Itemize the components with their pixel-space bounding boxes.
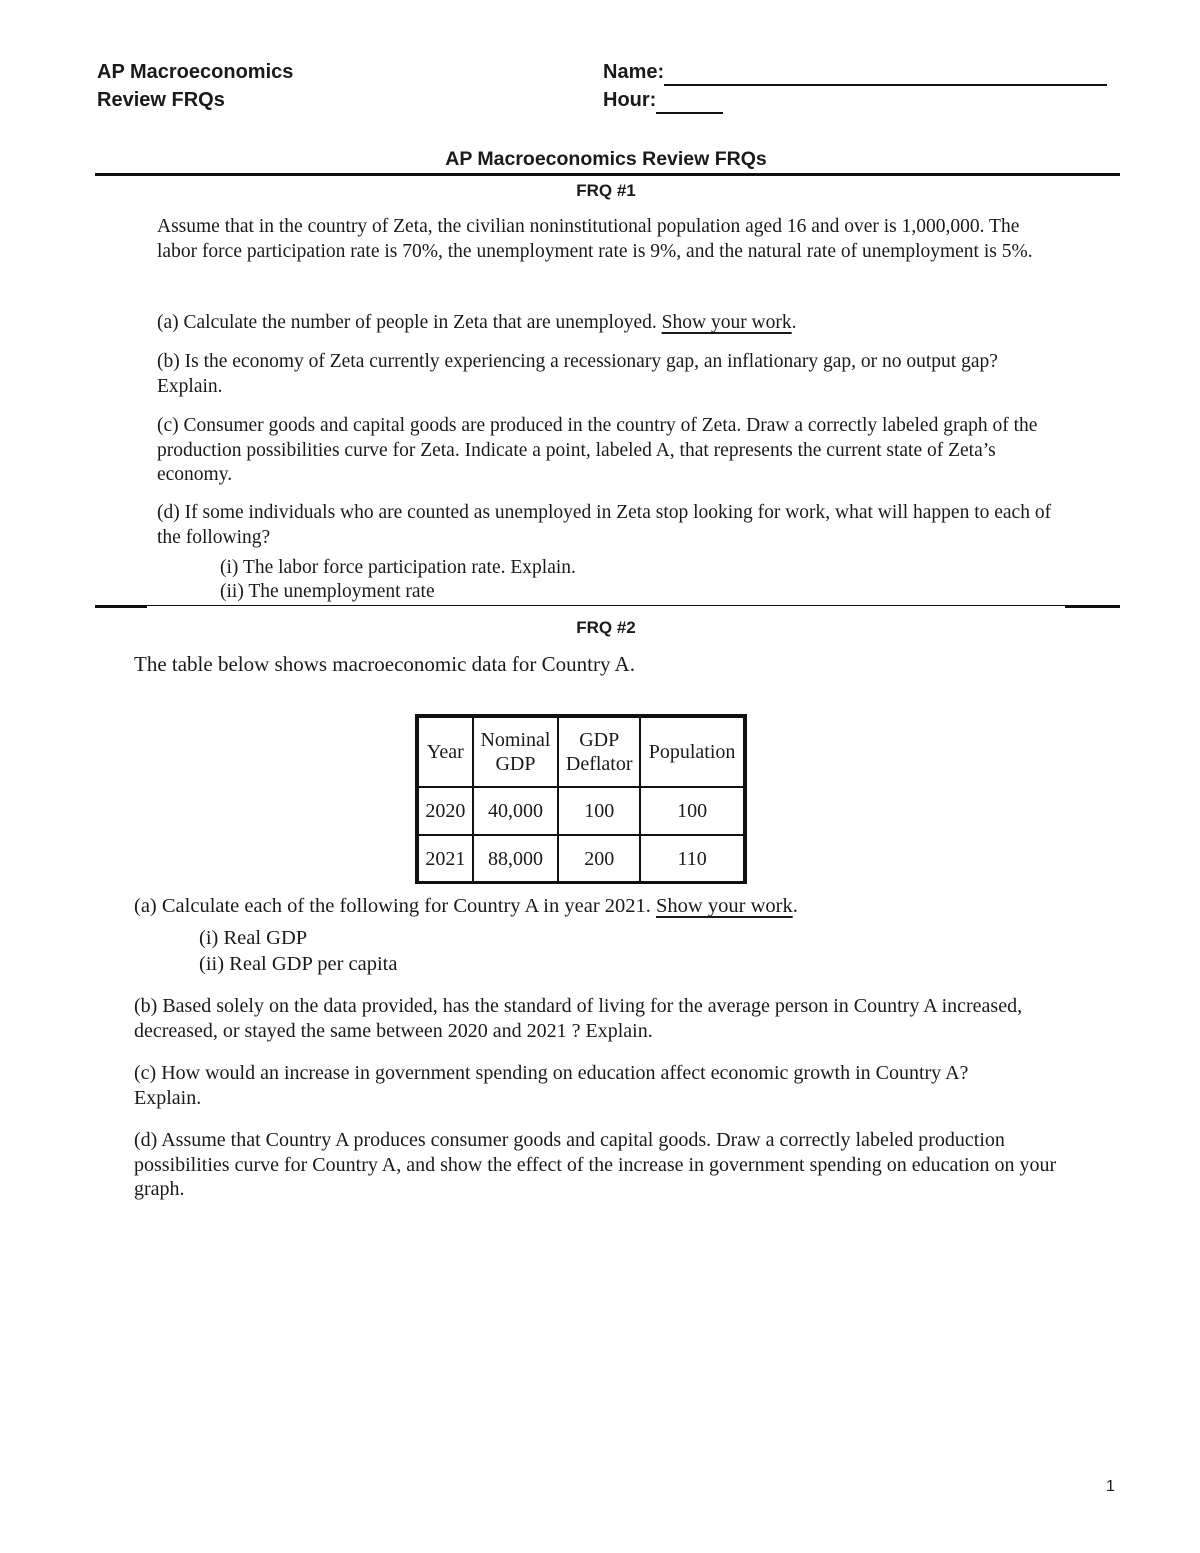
name-blank-line [664,62,1107,86]
page-number: 1 [1106,1478,1115,1495]
table-header-cell: Nominal GDP [473,717,559,787]
frq2-intro: The table below shows macroeconomic data for Country A. [134,652,635,676]
table-header-cell: GDP Deflator [558,717,640,787]
frq1-rule-mid [147,605,1065,606]
table-cell: 200 [558,835,640,883]
course-title: AP Macroeconomics [97,61,294,83]
frq2-part-a: (a) Calculate each of the following for Country A in year 2021. Show your work. [134,895,798,917]
table-cell: 100 [558,787,640,835]
frq2-heading: FRQ #2 [576,618,636,637]
table-header-row [418,717,744,787]
frq1-part-d-ii: (ii) The unemployment rate [220,581,435,602]
frq1-intro: Assume that in the country of Zeta, the civilian noninstitutional population aged 16 and over is 1,000,000. The labor force participation rate is 70%, the unemployment rate is 9%, and the natural rate of unemployment is 5%. [157,216,1033,262]
frq1-rule-right [1065,605,1120,608]
macro-data-table [417,716,745,884]
frq2-part-b: (b) Based solely on the data provided, has the standard of living for the average person in Country A increased, decreased, or stayed the same between 2020 and 2021 ? Explain. [134,995,1023,1042]
frq1-part-a: (a) Calculate the number of people in Zeta that are unemployed. Show your work. [157,312,797,333]
table-cell: 40,000 [473,787,559,835]
table-cell: 110 [640,835,744,883]
frq2-part-a-ii: (ii) Real GDP per capita [199,953,398,975]
table-cell: 2021 [418,835,473,883]
frq2-part-c: (c) How would an increase in government spending on education affect economic growth in Country A? Explain. [134,1062,969,1109]
hour-field [603,86,723,114]
frq1-part-d: (d) If some individuals who are counted as unemployed in Zeta stop looking for work, what will happen to each of the following? [157,502,1052,548]
name-field [603,58,1113,86]
table-header-cell: Population [640,717,744,787]
table-cell: 2020 [418,787,473,835]
frq2-part-a-i: (i) Real GDP [199,927,308,949]
hour-label: Hour: [603,89,657,111]
frq1-show-work: Show your work [661,312,792,333]
table-row [418,787,744,835]
frq1-part-c: (c) Consumer goods and capital goods are produced in the country of Zeta. Draw a correctly labeled graph of the production possibilities curve for Zeta. Indicate a point, labeled A, that represents the current state of Zeta’s economy. [157,415,1038,485]
hour-blank-line [656,90,723,114]
frq1-rule-left [95,605,147,608]
frq1-part-a-text: (a) Calculate the number of people in Zeta that are unemployed. [157,312,657,333]
frq2-part-d: (d) Assume that Country A produces consumer goods and capital goods. Draw a correctly labeled production possibilities curve for Country A, and show the effect of the increase in government spending on education on your graph. [134,1129,1057,1200]
frq2-part-a-text: (a) Calculate each of the following for Country A in year 2021. [134,895,651,917]
title-rule [95,173,1120,176]
frq1-part-d-i: (i) The labor force participation rate. Explain. [220,557,576,578]
frq1-heading: FRQ #1 [576,181,636,200]
table-cell: 88,000 [473,835,559,883]
name-label: Name: [603,61,665,83]
frq1-part-b: (b) Is the economy of Zeta currently experiencing a recessionary gap, an inflationary gap, or no output gap? Explain. [157,351,998,397]
table-cell: 100 [640,787,744,835]
table-row [418,835,744,883]
page-title: AP Macroeconomics Review FRQs [445,148,767,170]
course-subtitle: Review FRQs [97,89,225,111]
frq2-show-work: Show your work [656,895,793,917]
table-header-cell: Year [418,717,473,787]
